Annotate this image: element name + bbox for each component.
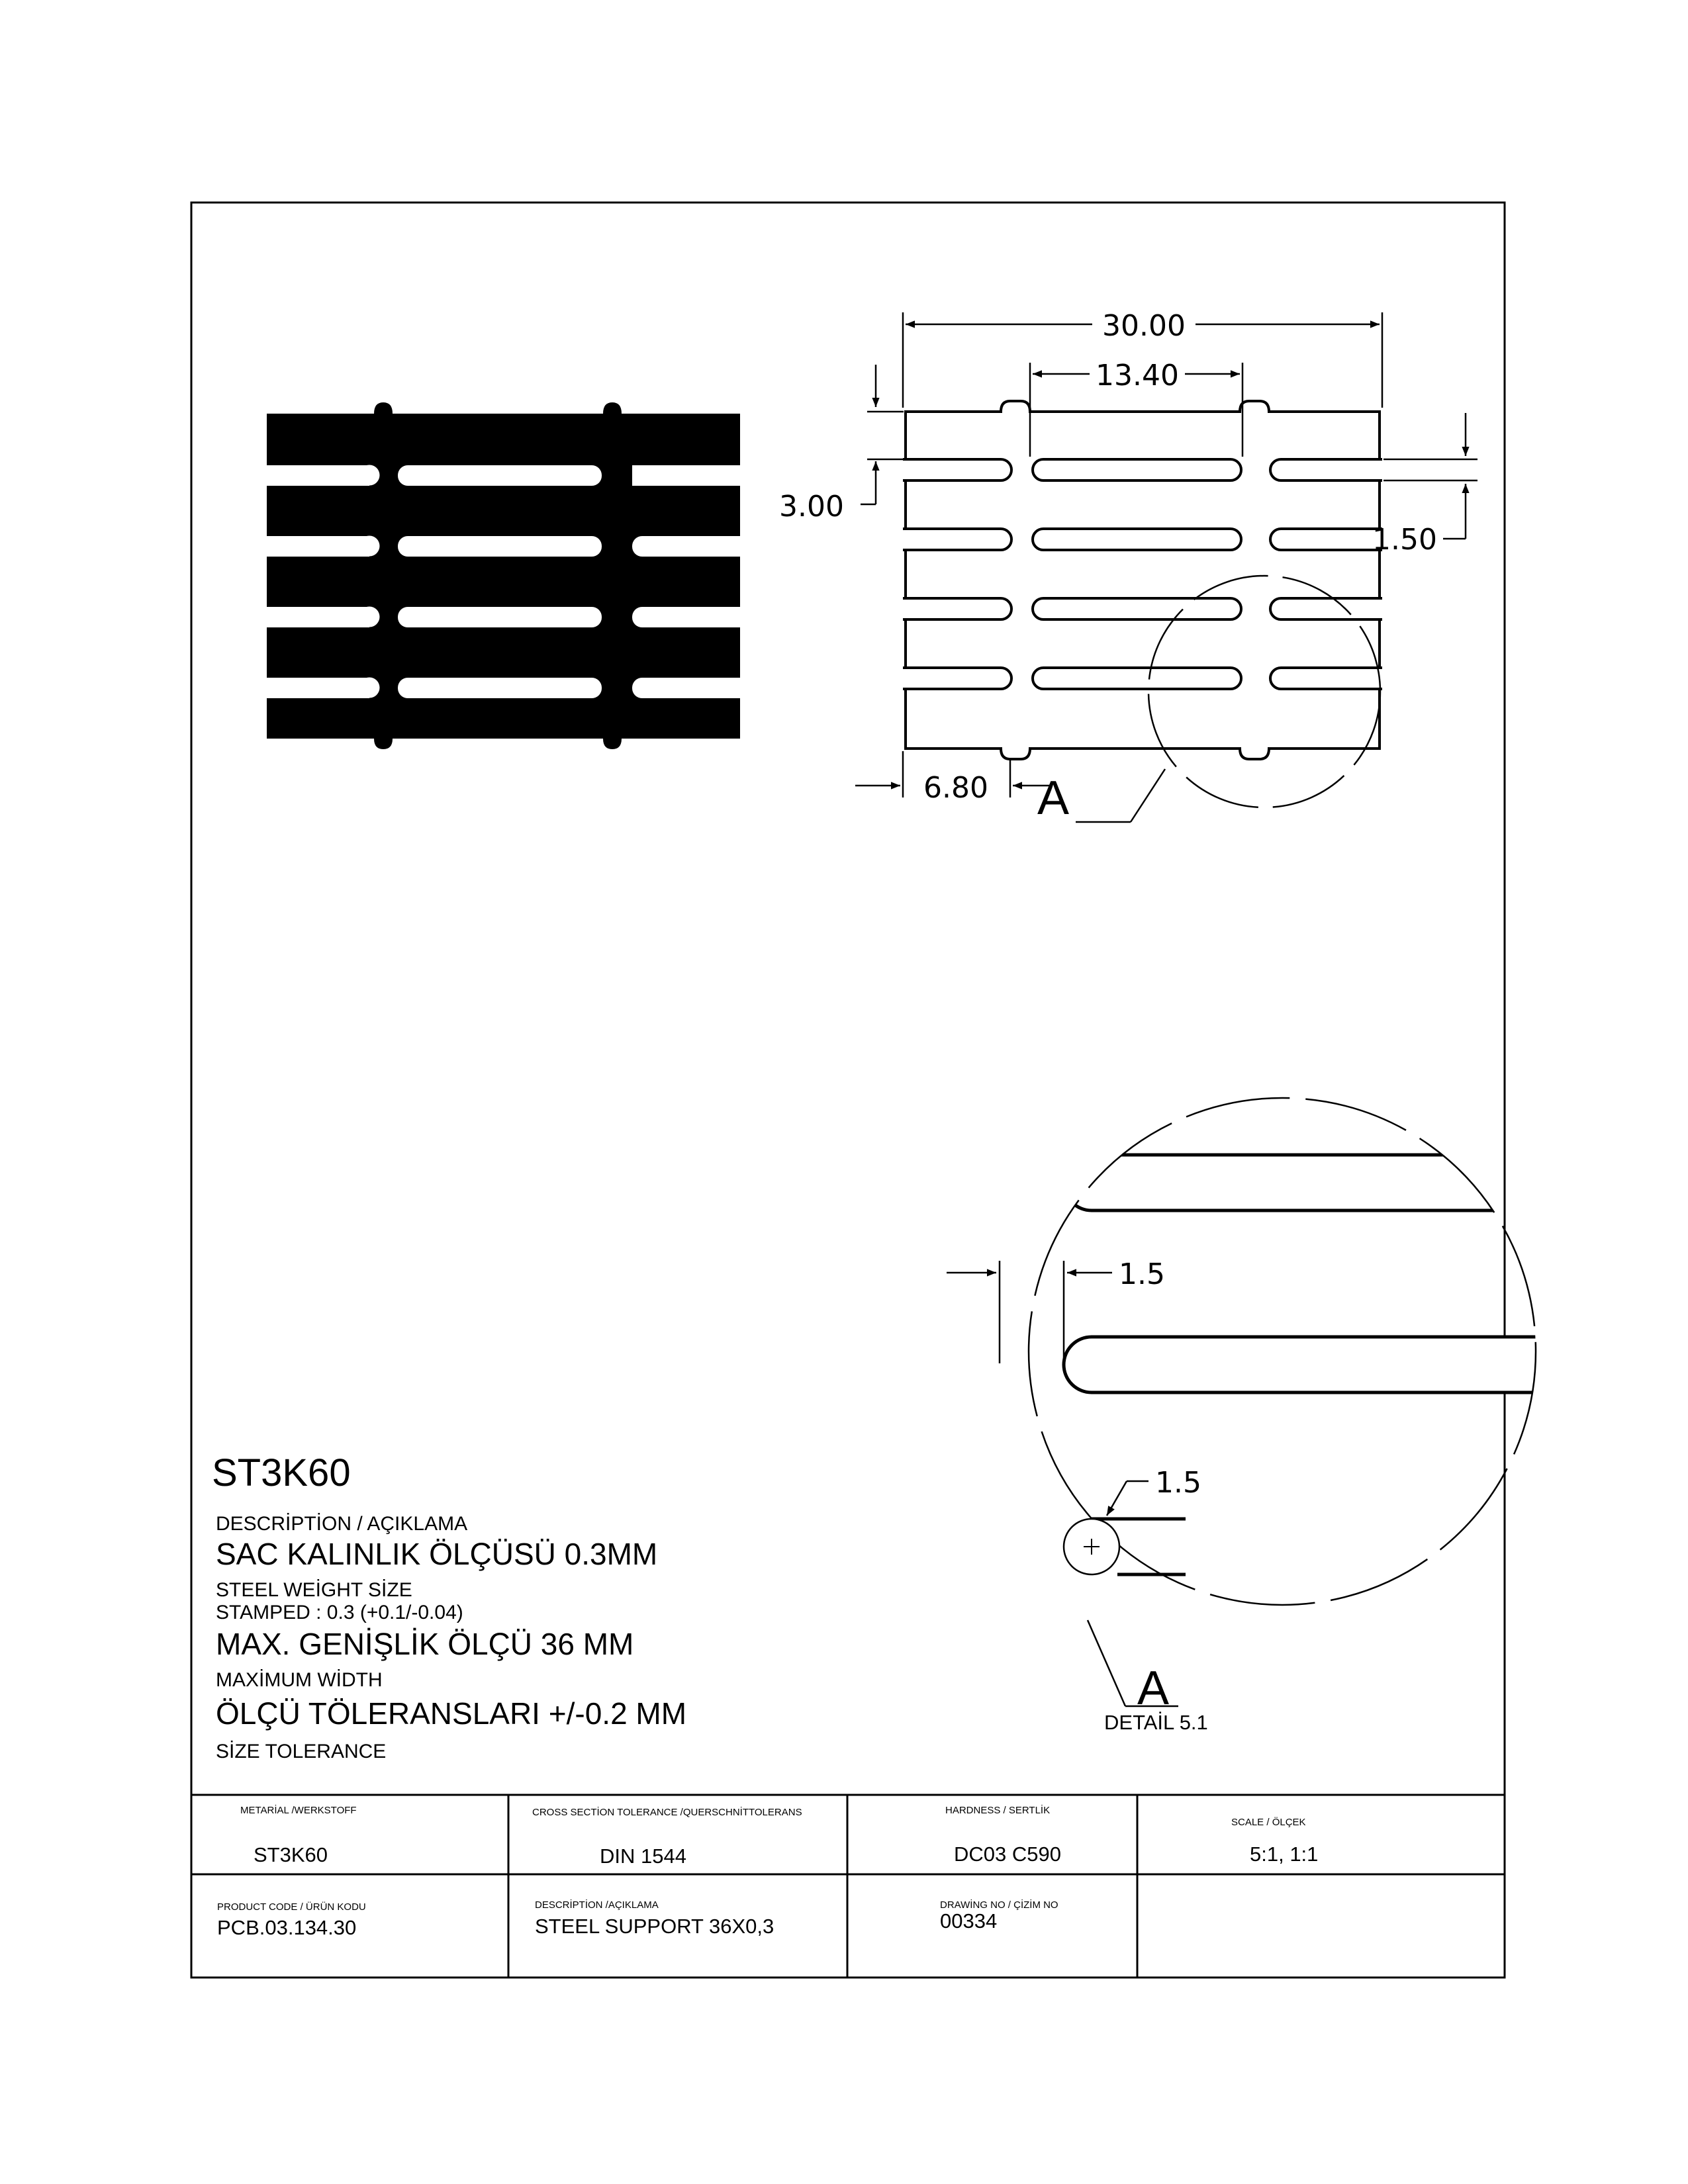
detail-dim-gap-label: 1.5	[1119, 1257, 1165, 1291]
dimension-pitch	[861, 365, 904, 504]
desc-value: STEEL SUPPORT 36X0,3	[535, 1915, 774, 1938]
detail-dim-slot-label: 1.5	[1155, 1466, 1201, 1500]
detail-caption: DETAİL 5.1	[1104, 1711, 1208, 1734]
detail-marker-top: A	[1037, 772, 1070, 825]
tolerance-value: DIN 1544	[600, 1844, 686, 1868]
product-code-label: PRODUCT CODE / ÜRÜN KODU	[217, 1901, 366, 1913]
description-heading: DESCRİPTİON / AÇIKLAMA	[216, 1513, 468, 1535]
description-line4: MAX. GENİŞLİK ÖLÇÜ 36 MM	[216, 1627, 634, 1661]
detail-view	[662, 1098, 1589, 1605]
part-title: ST3K60	[212, 1451, 351, 1494]
dim-overall-width-label: 30.00	[1102, 309, 1186, 343]
tolerance-label: CROSS SECTİON TOLERANCE /QUERSCHNİTTOLERANS	[532, 1807, 802, 1818]
description-line1: SAC KALINLIK ÖLÇÜSÜ 0.3MM	[216, 1537, 658, 1571]
material-value: ST3K60	[254, 1843, 328, 1866]
detail-dimension-slot	[1107, 1481, 1149, 1516]
hardness-label: HARDNESS / SERTLİK	[945, 1805, 1051, 1816]
dim-bar-width-label: 1.50	[1372, 523, 1437, 557]
description-line6: ÖLÇÜ TÖLERANSLARI +/-0.2 MM	[216, 1696, 687, 1731]
title-block-grid	[191, 1795, 1505, 1978]
hardness-value: DC03 C590	[954, 1843, 1061, 1866]
description-line7: SİZE TOLERANCE	[216, 1741, 387, 1762]
description-line5: MAXİMUM WİDTH	[216, 1669, 383, 1691]
outline-part-slots	[903, 459, 1382, 689]
material-label: METARİAL /WERKSTOFF	[240, 1805, 357, 1816]
dim-pitch-label: 3.00	[779, 490, 844, 523]
dimension-bar-width	[1383, 413, 1477, 539]
scale-label: SCALE / ÖLÇEK	[1231, 1817, 1306, 1828]
description-line3: STAMPED : 0.3 (+0.1/-0.04)	[216, 1602, 463, 1623]
product-code-value: PCB.03.134.30	[217, 1916, 357, 1939]
desc-label: DESCRİPTİON /AÇIKLAMA	[535, 1899, 659, 1911]
dim-edge-offset-label: 6.80	[923, 771, 988, 805]
detail-marker: A	[1137, 1662, 1170, 1715]
dim-center-span-label: 13.40	[1096, 359, 1179, 392]
outline-edge-cleanup	[902, 461, 1383, 688]
scale-value: 5:1, 1:1	[1250, 1843, 1319, 1866]
drawing-no-value: 00334	[940, 1909, 998, 1933]
drawing-no-label: DRAWİNG NO / ÇİZİM NO	[940, 1899, 1058, 1911]
description-line2: STEEL WEİGHT SİZE	[216, 1579, 412, 1601]
outline-part-view	[906, 401, 1380, 759]
